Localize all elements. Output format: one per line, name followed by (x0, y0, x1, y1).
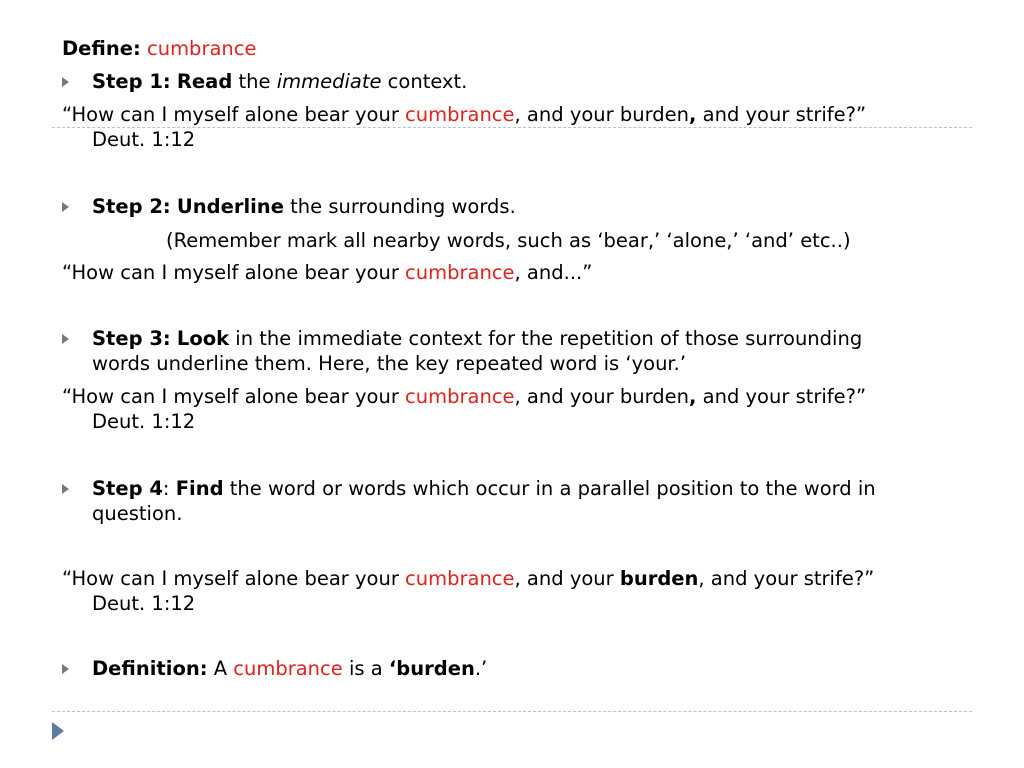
step1-italic: immediate (276, 70, 382, 93)
step2-line (92, 194, 992, 220)
step3-label: Step 3: (92, 327, 171, 350)
step3-action: Look (176, 327, 230, 350)
next-slide-arrow-icon[interactable] (52, 722, 64, 740)
step4-text: the word or words which occur in a parallel position to the word in (223, 477, 876, 500)
verse4-line (62, 566, 962, 592)
bullet-arrow-icon (62, 484, 69, 494)
definition-text: A (213, 657, 234, 680)
step4-line (92, 476, 992, 502)
step2-label: Step 2: (92, 195, 171, 218)
verse1-comma: , (689, 103, 697, 126)
step1-text-end: context. (381, 70, 468, 93)
verse4-text-b: , and your (514, 567, 620, 590)
verse3-ref: Deut. 1:12 (92, 410, 196, 433)
define-label: Define: (62, 37, 141, 60)
definition-line (92, 656, 992, 682)
verse2-word: cumbrance (405, 261, 515, 284)
verse4-word: cumbrance (405, 567, 515, 590)
step2-text: the surrounding words. (283, 195, 516, 218)
define-word: cumbrance (146, 37, 257, 60)
step3-line (92, 326, 992, 352)
definition-text-b: is a (342, 657, 389, 680)
verse3-line (62, 384, 962, 410)
step1-label: Step 1: (92, 70, 171, 93)
step4-colon: : (162, 477, 170, 500)
bullet-arrow-icon (62, 202, 69, 212)
verse3-comma: , (689, 385, 697, 408)
verse4-bold-word: burden (619, 567, 699, 590)
verse1-text: “How can I myself alone bear your (62, 103, 406, 126)
verse1-line (62, 102, 962, 128)
verse4-text-c: , and your strife?” (698, 567, 875, 590)
step2-note: (Remember mark all nearby words, such as ‘bear,’ ‘alone,’ ‘and’ etc..) (166, 229, 851, 252)
bullet-arrow-icon (62, 77, 69, 87)
verse3-text-b: , and your burden (514, 385, 690, 408)
bullet-arrow-icon (62, 664, 69, 674)
verse4-text: “How can I myself alone bear your (62, 567, 406, 590)
divider-bottom (52, 711, 972, 712)
step1-line (92, 69, 992, 95)
verse1-text-c: and your strife?” (696, 103, 867, 126)
definition-bold: ‘burden (388, 657, 475, 680)
bullet-arrow-icon (62, 334, 69, 344)
step3-text: in the immediate context for the repetition of those surrounding (229, 327, 863, 350)
step4-action: Find (175, 477, 224, 500)
verse1-word: cumbrance (405, 103, 515, 126)
verse2-text: “How can I myself alone bear your (62, 261, 406, 284)
verse3-word: cumbrance (405, 385, 515, 408)
verse3-text-c: and your strife?” (696, 385, 867, 408)
step1-text: the (232, 70, 277, 93)
step1-action: Read (176, 70, 233, 93)
verse4-ref: Deut. 1:12 (92, 592, 196, 615)
definition-word: cumbrance (233, 657, 343, 680)
define-line (62, 36, 962, 62)
verse2-text-b: , and...” (514, 261, 593, 284)
step4-line-2: question. (92, 502, 183, 525)
definition-label: Definition: (92, 657, 208, 680)
step3-line-2: words underline them. Here, the key repeated word is ‘your.’ (92, 352, 687, 375)
step4-label: Step 4 (92, 477, 163, 500)
verse1-text-b: , and your burden (514, 103, 690, 126)
verse1-ref: Deut. 1:12 (92, 128, 196, 151)
step2-action: Underline (176, 195, 284, 218)
verse3-text: “How can I myself alone bear your (62, 385, 406, 408)
verse2-line (62, 260, 962, 286)
definition-text-c: .’ (474, 657, 488, 680)
